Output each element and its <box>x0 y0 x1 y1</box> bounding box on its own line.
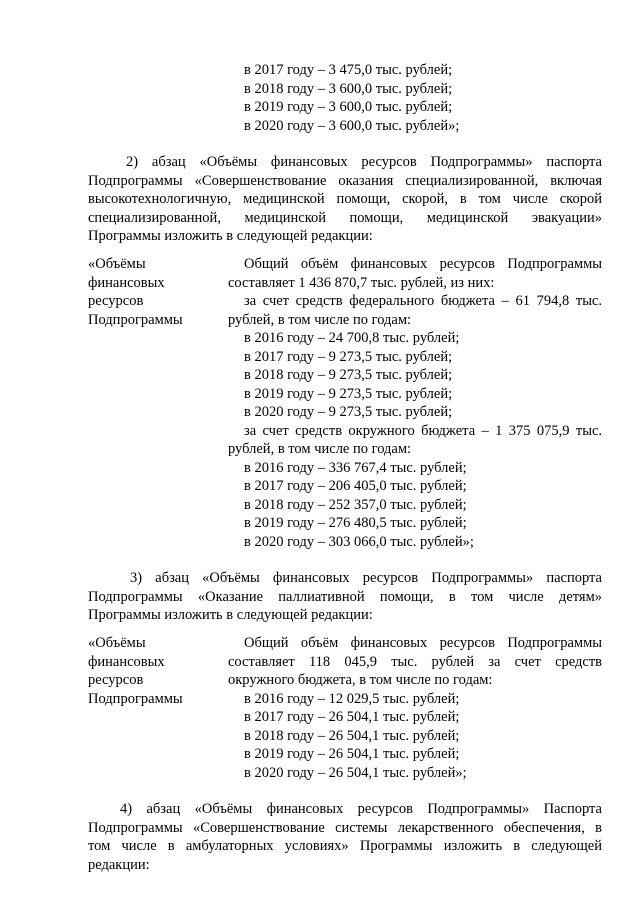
table-2-text: Общий объём финансовых ресурсов Подпрограммы <box>244 256 602 272</box>
year-line: в 2017 году – 26 504,1 тыс. рублей; <box>244 709 460 725</box>
year-line: в 2019 году – 26 504,1 тыс. рублей; <box>244 746 460 762</box>
year-line: в 2017 году – 206 405,0 тыс. рублей; <box>244 478 467 494</box>
year-line: в 2020 году – 9 273,5 тыс. рублей; <box>244 404 453 420</box>
paragraph-3-line: 3) абзац «Объёмы финансовых ресурсов Подпрограммы» паспорта <box>130 570 602 586</box>
table-2-text: за счет средств окружного бюджета – 1 375 075,9 тыс. <box>244 422 602 439</box>
table-3-label <box>88 634 218 708</box>
label-line: финансовых <box>88 274 165 291</box>
year-line: в 2020 году – 3 600,0 тыс. рублей»; <box>244 117 460 134</box>
label-line: финансовых <box>88 653 165 670</box>
table-2-text: составляет 1 436 870,7 тыс. рублей, из них: <box>228 274 495 291</box>
paragraph-2-line: специализированной, медицинской помощи, медицинской эвакуации» <box>88 209 602 226</box>
paragraph-2-line: высокотехнологичную, медицинской помощи, скорой, в том числе скорой <box>88 191 602 207</box>
label-line: «Объёмы <box>88 635 146 651</box>
year-line: в 2019 году – 276 480,5 тыс. рублей; <box>244 515 467 531</box>
table-2-text: рублей, в том числе по годам: <box>228 311 412 328</box>
paragraph-3-line: Подпрограммы «Оказание паллиативной помощи, в том числе детям» <box>88 588 602 605</box>
year-line: в 2018 году – 3 600,0 тыс. рублей; <box>244 80 453 97</box>
year-line: в 2016 году – 336 767,4 тыс. рублей; <box>244 459 467 476</box>
year-line: в 2020 году – 26 504,1 тыс. рублей»; <box>244 764 467 781</box>
table-3-text: Общий объём финансовых ресурсов Подпрограммы <box>244 635 602 651</box>
table-3-text: составляет 118 045,9 тыс. рублей за счет средств <box>228 653 602 670</box>
year-line: в 2017 году – 9 273,5 тыс. рублей; <box>244 348 453 365</box>
table-2-text: за счет средств федерального бюджета – 61 794,8 тыс. <box>244 293 602 309</box>
year-line: в 2016 году – 12 029,5 тыс. рублей; <box>244 690 460 707</box>
year-line: в 2018 году – 9 273,5 тыс. рублей; <box>244 367 453 383</box>
year-line: в 2019 году – 3 600,0 тыс. рублей; <box>244 99 453 115</box>
paragraph-4-line: 4) абзац «Объёмы финансовых ресурсов Подпрограммы» Паспорта <box>120 801 602 817</box>
table-2-text: рублей, в том числе по годам: <box>228 441 412 457</box>
label-line: ресурсов <box>88 293 144 309</box>
label-line: Подпрограммы <box>88 311 183 328</box>
year-line: в 2018 году – 26 504,1 тыс. рублей; <box>244 727 460 744</box>
label-line: ресурсов <box>88 672 144 688</box>
paragraph-2-line: Подпрограммы «Совершенствование оказания специализированной, включая <box>88 172 602 189</box>
year-line: в 2018 году – 252 357,0 тыс. рублей; <box>244 496 467 513</box>
table-3-text: окружного бюджета, в том числе по годам: <box>228 672 493 688</box>
year-line: в 2020 году – 303 066,0 тыс. рублей»; <box>244 533 474 550</box>
paragraph-4-line: редакции: <box>88 856 150 873</box>
table-2-label <box>88 255 218 329</box>
label-line: «Объёмы <box>88 256 146 272</box>
paragraph-4-line: том числе в амбулаторных условиях» Программы изложить в следующей <box>88 838 602 854</box>
year-line: в 2017 году – 3 475,0 тыс. рублей; <box>244 62 453 78</box>
paragraph-3-line: Программы изложить в следующей редакции: <box>88 607 373 623</box>
label-line: Подпрограммы <box>88 690 183 707</box>
paragraph-4-line: Подпрограммы «Совершенствование системы лекарственного обеспечения, в <box>88 819 602 836</box>
year-line: в 2019 году – 9 273,5 тыс. рублей; <box>244 385 453 402</box>
paragraph-2-line: Программы изложить в следующей редакции: <box>88 228 373 244</box>
year-line: в 2016 году – 24 700,8 тыс. рублей; <box>244 330 460 346</box>
paragraph-2-line: 2) абзац «Объёмы финансовых ресурсов Подпрограммы» паспорта <box>126 154 602 170</box>
